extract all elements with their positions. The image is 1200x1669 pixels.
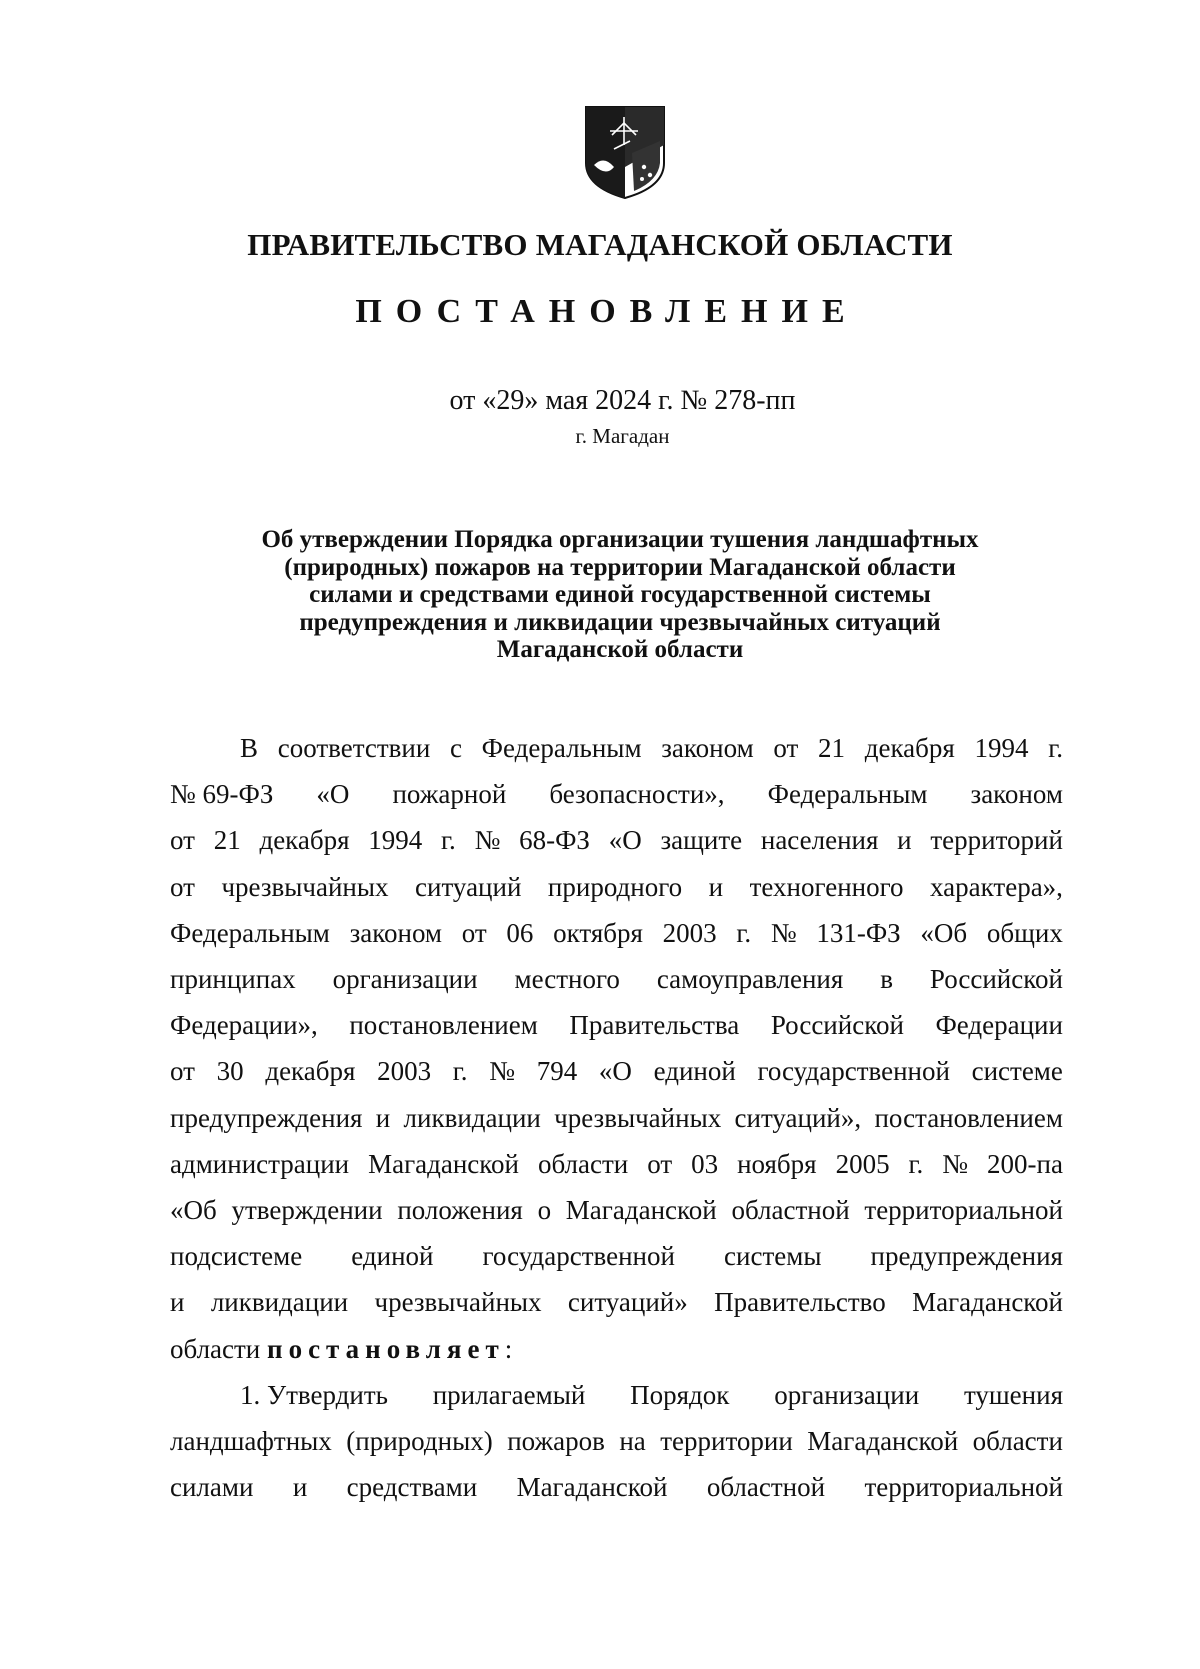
word: 21 xyxy=(213,825,241,856)
word: от xyxy=(647,1148,673,1179)
date-and-number: от «29» мая 2024 г. № 278-пп xyxy=(449,385,796,416)
text-line xyxy=(170,779,1063,828)
word: утверждении xyxy=(231,1195,383,1225)
word: территориальной xyxy=(864,1472,1063,1503)
word: ноября xyxy=(737,1148,817,1179)
word: постановлением xyxy=(349,1010,538,1041)
city: г. Магадан xyxy=(575,424,670,448)
word: областной xyxy=(731,1195,850,1225)
word: пожарной xyxy=(392,779,507,810)
resolves-line xyxy=(170,1334,1063,1383)
word: Федеральным xyxy=(170,917,330,948)
word: от xyxy=(170,825,195,856)
text-line xyxy=(170,1103,1063,1152)
text-line xyxy=(170,825,1063,874)
word: организации xyxy=(332,964,478,994)
word: ситуаций» xyxy=(567,1287,688,1318)
word: единой xyxy=(653,1056,736,1087)
word: 2003 xyxy=(377,1056,432,1087)
word: г. xyxy=(908,1148,924,1179)
word: 200-па xyxy=(987,1148,1063,1179)
word: Правительство xyxy=(714,1287,886,1318)
word: № xyxy=(942,1148,969,1179)
word: от xyxy=(170,1056,195,1087)
text-line xyxy=(170,872,1063,921)
resolves-keyword: постановляет xyxy=(267,1333,505,1364)
organization-name: ПРАВИТЕЛЬСТВО МАГАДАНСКОЙ ОБЛАСТИ xyxy=(247,227,953,262)
word: октября xyxy=(553,917,643,948)
word: Магаданской xyxy=(912,1287,1063,1318)
word: системе xyxy=(971,1056,1063,1087)
word: «О xyxy=(608,825,642,856)
word: законом xyxy=(349,917,443,948)
text-line xyxy=(170,1195,1063,1244)
document-title xyxy=(150,526,1090,664)
word: чрезвычайных xyxy=(554,1102,722,1133)
word: области xyxy=(537,1148,629,1179)
word: Федеральным xyxy=(767,779,928,810)
word: 2003 xyxy=(662,917,717,948)
word: средствами xyxy=(346,1472,478,1503)
word: и xyxy=(170,1287,185,1318)
word: на xyxy=(619,1426,646,1456)
word: ликвидации xyxy=(210,1287,349,1318)
title-line: силами и средствами единой государственной системы xyxy=(309,581,931,608)
word: и xyxy=(375,1102,391,1133)
word: ландшафтных xyxy=(170,1426,332,1456)
word: Магаданской xyxy=(565,1195,717,1225)
text-line xyxy=(170,918,1063,967)
word: предупреждения xyxy=(170,1102,363,1133)
word: местного xyxy=(514,964,620,994)
word: 2005 xyxy=(835,1148,890,1179)
word: населения xyxy=(760,825,879,856)
title-line: предупреждения и ликвидации чрезвычайных ситуаций xyxy=(299,608,941,636)
word: 30 xyxy=(216,1056,244,1087)
word: № xyxy=(474,825,501,856)
text-line xyxy=(170,1010,1063,1059)
word: общих xyxy=(986,917,1063,948)
word: 131-ФЗ xyxy=(816,917,901,948)
word: В xyxy=(240,733,259,763)
word: постановлением xyxy=(874,1102,1063,1133)
word: самоуправления xyxy=(656,964,844,994)
word: Российской xyxy=(929,964,1063,994)
word: природного xyxy=(547,871,683,902)
word: от xyxy=(170,871,195,902)
word: декабря xyxy=(265,1056,356,1087)
word: территориальной xyxy=(864,1195,1063,1225)
text-line xyxy=(170,1472,1063,1521)
word: положения xyxy=(397,1195,523,1225)
word: и xyxy=(897,825,912,856)
resolves-prefix: области xyxy=(170,1333,261,1364)
word: 1994 xyxy=(974,733,1029,763)
word: в xyxy=(880,964,893,994)
title-line: (природных) пожаров на территории Магаданской области xyxy=(284,553,956,581)
word: территорий xyxy=(930,825,1063,856)
word: техногенного xyxy=(749,871,904,902)
word: подсистеме xyxy=(170,1241,303,1272)
text-line xyxy=(170,1426,1063,1475)
resolves-suffix: : xyxy=(504,1333,513,1364)
word: «Об xyxy=(920,917,968,948)
word: ситуаций», xyxy=(734,1102,862,1133)
title-line: Магаданской области xyxy=(496,636,744,663)
coat-of-arms-icon xyxy=(584,105,666,200)
word: Федеральным xyxy=(481,733,642,763)
word: г. xyxy=(1048,733,1063,763)
word: Магаданской xyxy=(516,1472,668,1503)
title-line: Об утверждении Порядка организации тушения ландшафтных xyxy=(261,526,979,553)
word: Федерации», xyxy=(170,1010,318,1041)
word: Магаданской xyxy=(368,1148,519,1179)
word: Российской xyxy=(770,1010,904,1041)
word: и xyxy=(708,871,724,902)
text-line xyxy=(170,964,1063,1013)
word: декабря xyxy=(864,733,955,763)
text-line xyxy=(170,1241,1063,1290)
word: законом xyxy=(661,733,754,763)
word: 1. Утвердить xyxy=(240,1379,388,1410)
word: областной xyxy=(706,1472,826,1503)
word: «Об xyxy=(170,1195,217,1225)
word: силами xyxy=(170,1472,254,1503)
word: предупреждения xyxy=(870,1241,1063,1272)
word: от xyxy=(461,917,487,948)
word: 1994 xyxy=(368,825,423,856)
word: организации xyxy=(774,1379,920,1410)
word: чрезвычайных xyxy=(374,1287,542,1318)
word: (природных) xyxy=(346,1426,493,1456)
word: г. xyxy=(452,1056,468,1087)
word: ситуаций xyxy=(415,871,522,902)
word: принципах xyxy=(170,964,296,994)
word: г. xyxy=(736,917,752,948)
word: Федерации xyxy=(935,1010,1063,1041)
word: Магаданской xyxy=(807,1426,959,1456)
word: Правительства xyxy=(569,1010,740,1041)
text-line xyxy=(170,1287,1063,1336)
text-line xyxy=(170,1149,1063,1198)
text-line xyxy=(170,1056,1063,1105)
word: соответствии xyxy=(277,733,431,763)
word: администрации xyxy=(170,1148,350,1179)
word: № 69-ФЗ xyxy=(170,779,274,810)
word: от xyxy=(773,733,799,763)
word: пожаров xyxy=(507,1426,605,1456)
word: государственной xyxy=(757,1056,950,1087)
word: прилагаемый xyxy=(432,1379,586,1410)
word: 03 xyxy=(691,1148,719,1179)
word: «О xyxy=(598,1056,632,1087)
word: 794 xyxy=(536,1056,578,1087)
text-line xyxy=(240,1380,1063,1429)
word: системы xyxy=(724,1241,822,1272)
word: единой xyxy=(351,1241,434,1272)
word: о xyxy=(537,1195,552,1225)
word: № xyxy=(489,1056,516,1087)
word: области xyxy=(972,1426,1063,1456)
word: № xyxy=(770,917,797,948)
word: чрезвычайных xyxy=(221,871,389,902)
word: безопасности», xyxy=(549,779,725,810)
word: декабря xyxy=(259,825,350,856)
word: тушения xyxy=(963,1379,1063,1410)
word: законом xyxy=(970,779,1063,810)
word: и xyxy=(292,1472,308,1503)
word: 06 xyxy=(506,917,534,948)
word: 68-ФЗ xyxy=(519,825,590,856)
word: защите xyxy=(660,825,743,856)
text-line xyxy=(240,733,1063,782)
word: г. xyxy=(441,825,456,856)
word: Порядок xyxy=(630,1379,730,1410)
document-type: ПОСТАНОВЛЕНИЕ xyxy=(355,293,859,330)
word: с xyxy=(449,733,462,763)
word: государственной xyxy=(482,1241,675,1272)
word: территории xyxy=(660,1426,793,1456)
word: ликвидации xyxy=(403,1102,541,1133)
word: «О xyxy=(316,779,350,810)
word: 21 xyxy=(818,733,846,763)
word: характера», xyxy=(930,871,1063,902)
